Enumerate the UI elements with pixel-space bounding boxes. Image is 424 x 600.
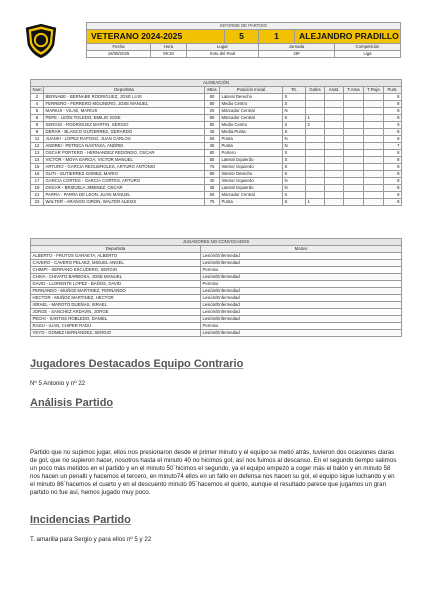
table-row [31,309,402,316]
match-header [86,22,401,58]
report-caption: INFORME DE PARTIDO [87,23,401,30]
table-row [31,157,402,164]
table-row [31,295,402,302]
table-cell: OSCAR - BRIZUELA JIMENEZ, OSCAR [44,185,205,192]
table-cell: 16 [31,171,44,178]
lineup-rows [31,94,402,206]
table-cell: 45 [205,129,220,136]
lineup-col-starter: Tit. [283,87,306,94]
table-cell: CAVERO - CAVERO PELAEZ, MIGUEL ANGEL [31,260,201,267]
table-cell: Marcador Central [220,192,283,199]
table-row [31,267,402,274]
table-cell: N [283,143,306,150]
table-cell: 75 [205,199,220,206]
table-cell: 8 [384,185,402,192]
analysis-title: Análisis Partido [30,397,114,409]
table-cell: Punta [220,143,283,150]
table-cell [364,115,384,122]
table-cell [306,192,325,199]
table-cell: 8 [384,199,402,206]
lineup-table [30,79,402,206]
table-cell: S [283,157,306,164]
table-cell [325,171,344,178]
table-cell [325,150,344,157]
table-cell: 80 [205,150,220,157]
table-cell [325,199,344,206]
table-cell [344,108,364,115]
lineup-col-yellow: T.Ama [344,87,364,94]
table-cell [325,164,344,171]
table-cell: 8 [31,115,44,122]
table-cell: Interior Izquierdo [220,164,283,171]
table-cell: GUTI - GUTIERREZ GOMEZ, MARIO [44,171,205,178]
table-cell: 8 [384,178,402,185]
table-row [31,260,402,267]
table-cell [306,171,325,178]
table-cell [344,101,364,108]
table-row [31,136,402,143]
table-cell: OSCAR PORTERO - HERNANDEZ REDONDO, OSCAR [44,150,205,157]
table-cell: 8 [384,150,402,157]
table-cell: JUANKI - LOPEZ RAPOSO, JUAN CARLOS [44,136,205,143]
table-cell: 15 [31,164,44,171]
table-cell: 23 [31,199,44,206]
table-cell [325,157,344,164]
table-cell: 20 [205,108,220,115]
table-cell [344,136,364,143]
table-cell [325,136,344,143]
table-cell: 9 [384,122,402,129]
table-cell: WALTER - ARANGO GIRON, WALTER ALEXIS [44,199,205,206]
table-cell [344,157,364,164]
competition-label: Competición [335,44,401,51]
table-row [31,94,402,101]
table-cell: BERNABE - BERNABE RODRIGUEZ, JOSE LUIS [44,94,205,101]
table-row [31,192,402,199]
table-cell: CHIVA - CHIVATO BARBOSA, JOSE MANUEL [31,274,201,281]
table-cell: ANDREI - PETRICA NASTASA, ANDREI [44,143,205,150]
table-cell: Lesión/Enfermedad [201,302,402,309]
table-cell: Permiso [201,281,402,288]
table-cell: ALBERTO - FRUTOS GARAETA, ALBERTO [31,253,201,260]
table-cell: Marcador Central [220,108,283,115]
table-cell: 8 [384,101,402,108]
table-cell: ISRAEL - MAROTO DUEÑAS, ISRAEL [31,302,201,309]
opponents-title: Jugadores Destacados Equipo Contrario [30,358,244,370]
table-cell [306,101,325,108]
table-cell [325,108,344,115]
table-cell: Media Punta [220,129,283,136]
table-cell: 12 [31,143,44,150]
table-cell: 80 [205,171,220,178]
table-row [31,323,402,330]
table-cell: Lesión/Enfermedad [201,330,402,337]
table-cell: 7 [384,143,402,150]
table-cell: 8 [384,192,402,199]
table-row [31,274,402,281]
table-cell [364,129,384,136]
table-cell: 2 [31,94,44,101]
table-cell: 11 [31,136,44,143]
table-cell: 19 [31,185,44,192]
table-cell: S [283,164,306,171]
round-value: 28ª [259,51,335,58]
date-label: Fecha [87,44,151,51]
table-cell: Punta [220,199,283,206]
table-row [31,122,402,129]
table-cell: 55 [205,136,220,143]
table-cell: VICTOR - MOYA GARCIA, VICTOR MANUEL [44,157,205,164]
table-cell [306,178,325,185]
table-cell: Lesión/Enfermedad [201,316,402,323]
table-cell: YEYO - GOMEZ HERNANDEZ, SERGIO [31,330,201,337]
table-row [31,178,402,185]
table-cell [344,171,364,178]
table-cell: Marcador Central [220,115,283,122]
lineup-col-player: Deportista [44,87,205,94]
lineup-title: ALINEACIÓN [31,80,402,87]
table-cell [344,115,364,122]
table-cell: Medio Centro [220,122,283,129]
table-cell: MARIUS - VILAE, MARIUS [44,108,205,115]
table-cell [344,143,364,150]
table-cell: Lesión/Enfermedad [201,274,402,281]
table-cell: 8 [384,157,402,164]
table-row [31,101,402,108]
date-value: 18/05/2025 [87,51,151,58]
table-cell: N [283,136,306,143]
table-cell [344,150,364,157]
time-label: Hora [151,44,187,51]
table-cell [325,178,344,185]
table-row [31,199,402,206]
table-cell: 75 [205,164,220,171]
table-cell: Punta [220,136,283,143]
table-row [31,115,402,122]
table-cell [364,150,384,157]
table-cell [325,185,344,192]
table-cell [344,94,364,101]
table-cell: RADU - ILIAN, CHIPER RADU [31,323,201,330]
table-cell: Portero [220,150,283,157]
table-row [31,143,402,150]
season-label: VETERANO 2024-2025 [87,30,225,44]
table-cell [325,101,344,108]
table-cell: Lesión/Enfermedad [201,288,402,295]
table-cell [364,171,384,178]
score-home: 5 [225,30,259,44]
table-cell: PECHI - SANTOS ROBLEDO, DANIEL [31,316,201,323]
table-cell: Lesión/Enfermedad [201,260,402,267]
table-cell: Interior Izquierdo [220,178,283,185]
table-cell [325,115,344,122]
table-cell [364,122,384,129]
incidents-title: Incidencias Partido [30,514,131,526]
table-cell: PARRA - PARRA DE LEON, JUAN MANUEL [44,192,205,199]
table-cell [344,122,364,129]
table-cell [325,143,344,150]
table-cell [325,94,344,101]
table-cell: S [283,115,306,122]
table-cell: 55 [205,157,220,164]
table-row [31,316,402,323]
table-cell [306,150,325,157]
table-cell [364,185,384,192]
table-cell: ARTURO - GARCIA REGUEROLES, ARTURO ANTONIO [44,164,205,171]
table-cell [306,108,325,115]
table-cell [364,108,384,115]
table-row [31,253,402,260]
table-cell [325,192,344,199]
table-cell [306,185,325,192]
table-cell: 55 [205,192,220,199]
table-cell: 8 [31,122,44,129]
lineup-header-row [31,87,402,94]
opponents-text: Nº 5 Antonio y nº 22 [30,380,86,387]
table-cell: S [283,171,306,178]
place-label: Lugar [187,44,259,51]
competition-value: Liga [335,51,401,58]
table-cell: Lesión/Enfermedad [201,309,402,316]
table-cell: S [283,101,306,108]
table-cell [344,178,364,185]
table-cell: FERNANDO - MUÑOZ MARTINEZ, FERNANDO [31,288,201,295]
time-value: 09:30 [151,51,187,58]
table-cell: 8 [384,171,402,178]
lineup-col-num: Num [32,87,42,92]
table-cell [364,136,384,143]
place-value: Soto del Real [187,51,259,58]
table-cell: 9 [31,129,44,136]
incidents-text: T. amarilla para Sergio y para ellos nº 5 y 22 [30,536,152,543]
table-cell: N [283,178,306,185]
table-cell: S [283,199,306,206]
table-cell: N [283,108,306,115]
table-cell: Lateral Derecho [220,94,283,101]
table-cell: 80 [205,94,220,101]
table-cell [325,122,344,129]
table-cell [364,164,384,171]
table-cell [306,143,325,150]
table-row [31,108,402,115]
table-cell: 40 [205,178,220,185]
not-called-header-row [31,246,402,253]
table-row [31,164,402,171]
table-cell [325,129,344,136]
table-cell: 8 [384,164,402,171]
table-cell: JORGE - SANCHEZ ARDAVIN, JORGE [31,309,201,316]
table-cell: PEPE - LEÓN TOLEDO, EMILIO JOSE [44,115,205,122]
table-cell [344,185,364,192]
table-cell: Lateral Izquierdo [220,185,283,192]
table-row [31,281,402,288]
table-cell: 8 [384,94,402,101]
table-cell: 35 [205,143,220,150]
not-called-table [30,238,402,337]
table-cell: 8 [384,115,402,122]
table-cell: N [283,185,306,192]
table-cell: 21 [31,192,44,199]
table-cell: Lesión/Enfermedad [201,295,402,302]
table-cell [364,101,384,108]
not-called-rows [31,253,402,337]
table-row [31,288,402,295]
table-cell: S [283,192,306,199]
table-row [31,185,402,192]
table-row [31,129,402,136]
table-cell: 80 [205,101,220,108]
table-cell: 5 [31,108,44,115]
lineup-col-rating: Punt. [384,87,402,94]
table-cell [306,129,325,136]
table-cell: 8 [384,108,402,115]
lineup-col-position: Posición Inicial [220,87,283,94]
table-cell: Lateral Izquierdo [220,157,283,164]
table-cell [364,143,384,150]
table-cell: FERRERO - FERRERO MOLINERO, JOSE MANUEL [44,101,205,108]
table-cell [344,199,364,206]
table-cell [364,178,384,185]
table-cell: 35 [205,185,220,192]
table-cell: Medio Centro [220,101,283,108]
table-row [31,150,402,157]
lineup-col-red: T.Roja [364,87,384,94]
table-cell: HECTOR - MUÑOZ MARTINEZ, HECTOR [31,295,201,302]
table-cell: 14 [31,157,44,164]
not-called-title: JUGADORES NO CONVOCADOS [31,239,402,246]
table-cell: 8 [384,136,402,143]
table-cell: Interior Derecho [220,171,283,178]
table-cell: 17 [31,178,44,185]
table-row [31,302,402,309]
table-cell: 13 [31,150,44,157]
table-cell: DERAR - BLANCO GUTIERREZ, GERARDO [44,129,205,136]
not-called-col-player: Deportista [31,246,201,253]
table-cell: S [283,150,306,157]
table-cell: Lesión/Enfermedad [201,253,402,260]
table-cell: 2 [306,122,325,129]
table-cell [306,157,325,164]
table-cell [364,192,384,199]
table-cell: Permiso [201,323,402,330]
not-called-col-reason: Motivo [201,246,402,253]
round-label: Jornada [259,44,335,51]
table-cell: S [283,94,306,101]
table-cell [344,192,364,199]
table-cell: SERGIO - RODRIGUEZ MARTIN, SERGIO [44,122,205,129]
table-cell [364,157,384,164]
lineup-col-assists: Asist. [325,87,344,94]
table-cell: CHIMPI - SERRANO ESCUDERO, SERGIO [31,267,201,274]
analysis-text: Partido que no supimos jugar, ellos nos presionaron desde el primer minuto y el equipo se metió atrás, tuvieron dos ocasiones claras de gol, que no supieron hacer, nosotros hasta el minuto 40 no hicimos gol, así nos fuimos al descanso. En el segundo tiempo salimos un poco más metidos en el partido y en el minuto 50´hicimos el segundo, ya el equipo empezó a coger más el balón y en minuto 58 nos hacen un penalti y hacemos el tercero, en minuto74 ellos en un fallo en defensa nos hacen su gol, el equipo sigue luchando y en el minuto 86´hacemos el cuarto y en el descuento minuto 95´hacemos el quinto, aunque el resultado parece que jugamos un gran partido no fue así, hemos jugado muy poco. [30,449,397,496]
table-cell [364,94,384,101]
table-cell: S [283,122,306,129]
table-cell: GARCIA CORTES - GARCIA CORTES, ARTURO [44,178,205,185]
club-logo [22,22,60,60]
table-row [31,330,402,337]
table-cell [364,199,384,206]
table-row [31,171,402,178]
table-cell [344,164,364,171]
table-cell: 80 [205,115,220,122]
table-cell: 1 [306,115,325,122]
table-cell: 8 [384,129,402,136]
table-cell [344,129,364,136]
table-cell: 4 [31,101,44,108]
table-cell [306,94,325,101]
lineup-col-goals: Goles [306,87,325,94]
score-away: 1 [259,30,295,44]
rival-name: ALEJANDRO PRADILLO [295,30,401,44]
lineup-col-minutes: Mtos [205,87,220,94]
table-cell: Permiso [201,267,402,274]
table-cell: 1 [306,199,325,206]
table-cell [306,136,325,143]
table-cell: S [283,129,306,136]
table-cell: 80 [205,122,220,129]
table-cell [306,164,325,171]
table-cell: DAVID - LLORENTE LOPEZ - BAÑOS, DAVID [31,281,201,288]
